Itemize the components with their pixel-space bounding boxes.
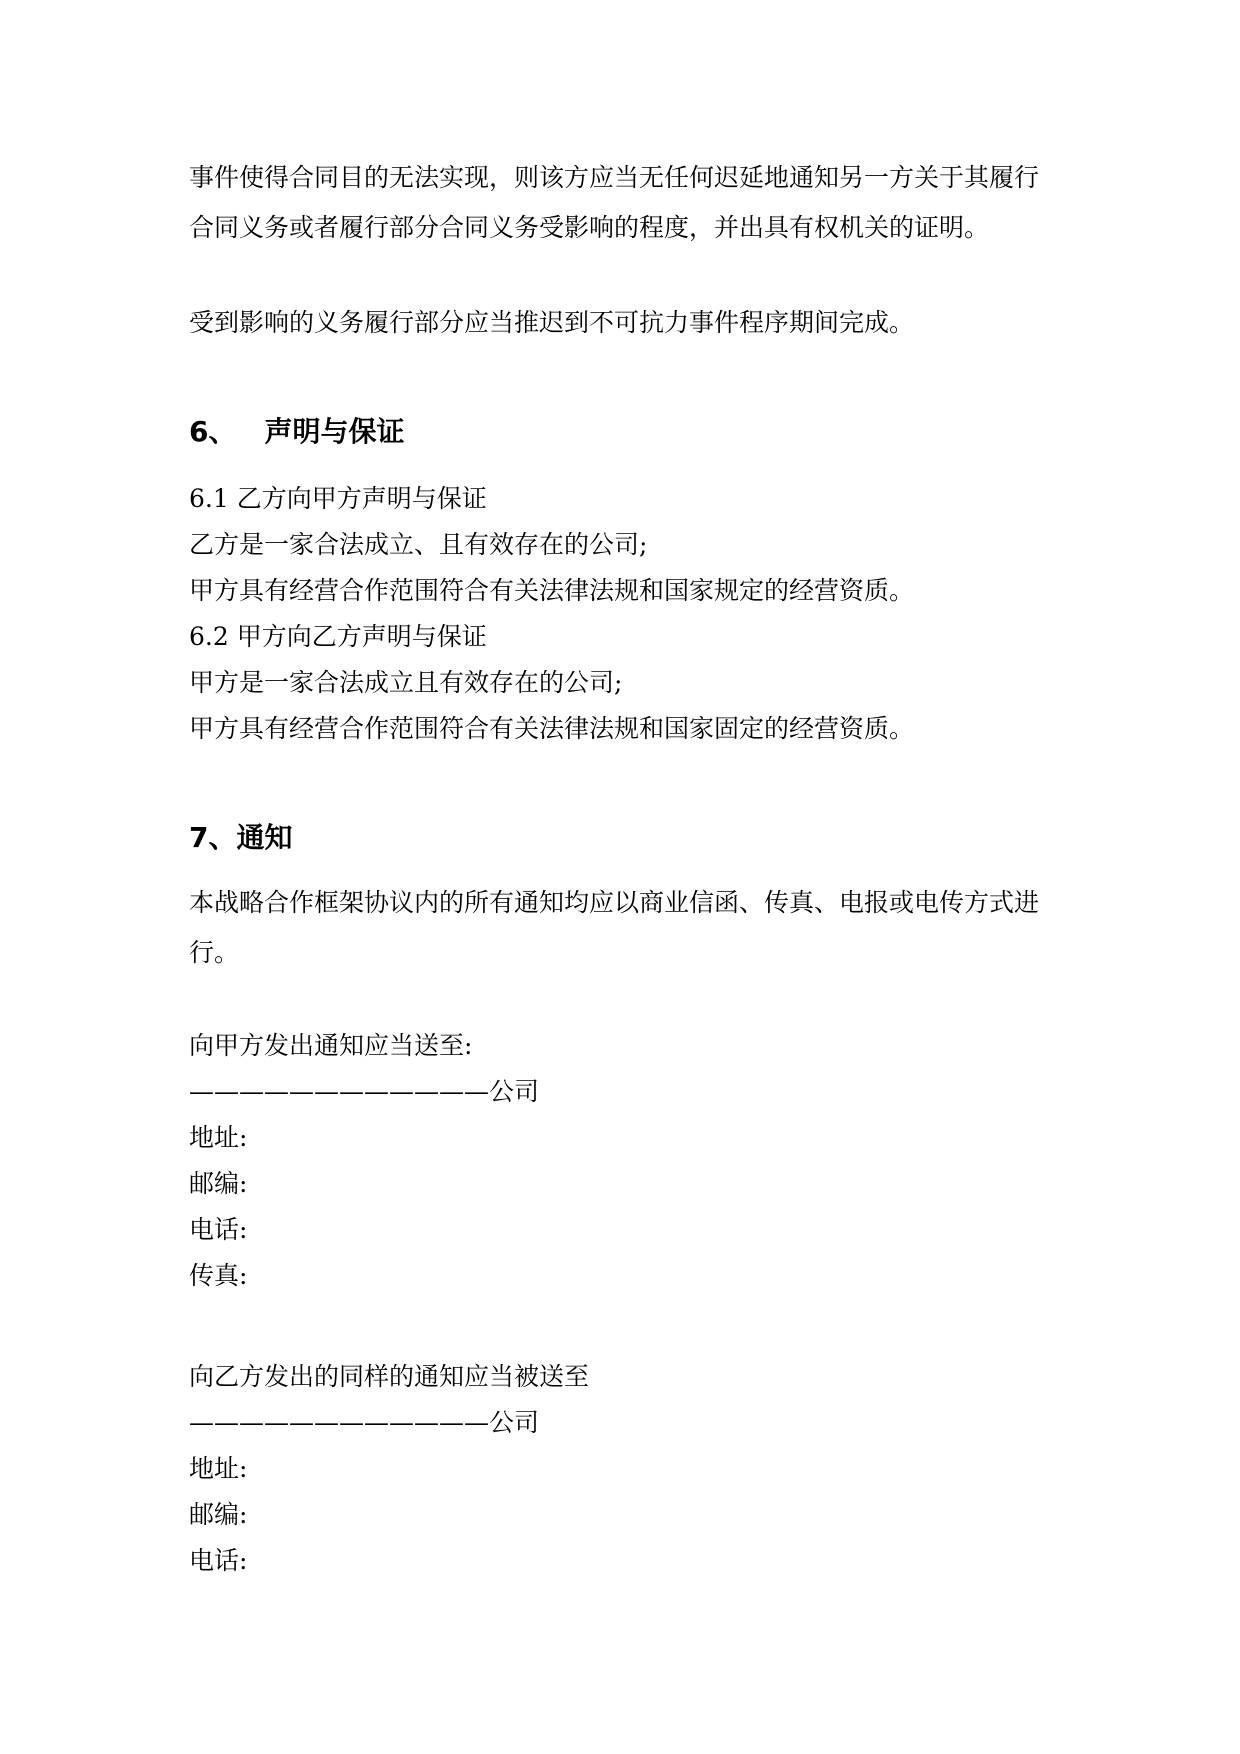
party-b-notice-block: [189, 1354, 589, 1584]
phone-label: 电话:: [189, 1215, 248, 1244]
section-number: 6、: [189, 415, 237, 448]
clause-heading: 6.1 乙方向甲方声明与保证: [189, 484, 487, 513]
clause-line: 乙方是一家合法成立、且有效存在的公司;: [189, 530, 648, 559]
postcode-label: 邮编:: [189, 1169, 248, 1198]
notice-intro: 向乙方发出的同样的通知应当被送至: [189, 1362, 590, 1391]
force-majeure-paragraph: [189, 153, 1039, 253]
address-label: 地址:: [189, 1123, 248, 1152]
paragraph-line: 行。: [189, 938, 240, 967]
paragraph-line: 本战略合作框架协议内的所有通知均应以商业信函、传真、电报或电传方式进: [189, 888, 1040, 917]
section-6-heading: [189, 412, 405, 452]
clause-heading: 6.2 甲方向乙方声明与保证: [189, 622, 487, 651]
party-a-notice-block: [189, 1023, 539, 1299]
paragraph-line: 事件使得合同目的无法实现，则该方应当无任何迟延地通知另一方关于其履行: [189, 163, 1040, 192]
notice-intro-paragraph: [189, 878, 1039, 978]
section-7-heading: [189, 818, 292, 858]
paragraph-line: 合同义务或者履行部分合同义务受影响的程度，并出具有权机关的证明。: [189, 213, 990, 242]
clause-line: 甲方具有经营合作范围符合有关法律法规和国家固定的经营资质。: [189, 714, 915, 743]
fax-label: 传真:: [189, 1261, 248, 1290]
phone-label: 电话:: [189, 1546, 248, 1575]
address-label: 地址:: [189, 1454, 248, 1483]
section-6-body: [189, 476, 914, 752]
clause-line: 甲方具有经营合作范围符合有关法律法规和国家规定的经营资质。: [189, 576, 915, 605]
section-title: 声明与保证: [264, 415, 405, 448]
company-line: ————————————公司: [189, 1408, 540, 1437]
delay-paragraph: [189, 298, 914, 348]
clause-line: 甲方是一家合法成立且有效存在的公司;: [189, 668, 623, 697]
postcode-label: 邮编:: [189, 1500, 248, 1529]
notice-intro: 向甲方发出通知应当送至:: [189, 1031, 473, 1060]
paragraph-line: 受到影响的义务履行部分应当推迟到不可抗力事件程序期间完成。: [189, 308, 915, 337]
company-line: ————————————公司: [189, 1077, 540, 1106]
section-title: 7、通知: [189, 821, 293, 854]
